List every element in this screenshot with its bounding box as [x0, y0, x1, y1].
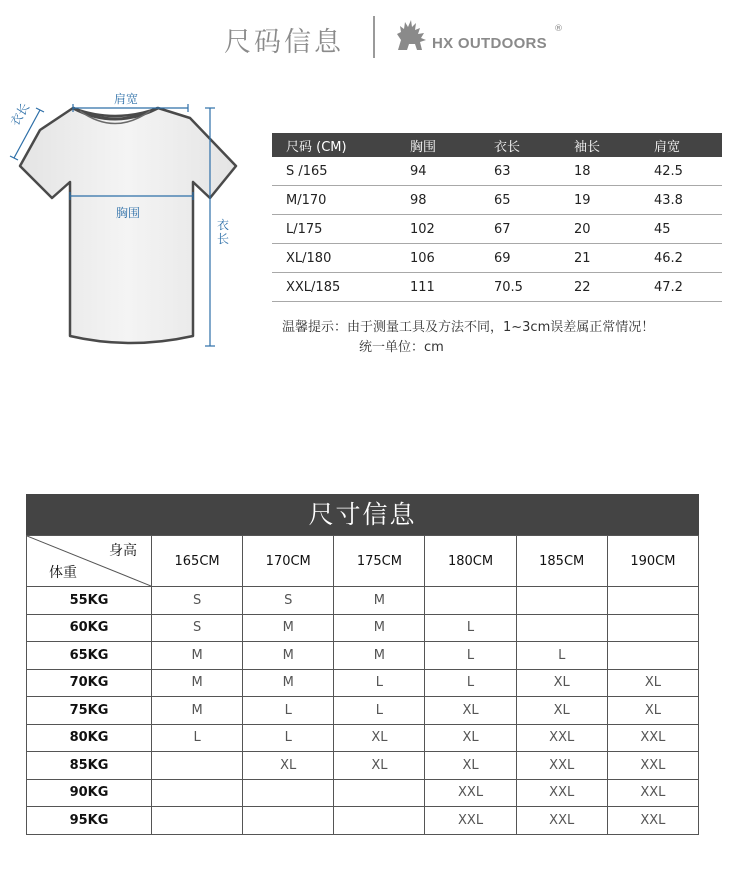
weight-cell: 80KG	[27, 724, 152, 752]
header-divider	[373, 16, 375, 58]
size-cell: M	[152, 697, 243, 725]
size-cell: XXL	[607, 779, 698, 807]
size-cell	[607, 587, 698, 615]
table-row	[27, 642, 699, 670]
size-cell: XXL	[516, 807, 607, 835]
label-shoulder-width: 肩宽	[114, 92, 139, 106]
header-chest: 胸围	[404, 133, 488, 157]
size-grid-title: 尺寸信息	[26, 494, 699, 535]
cell-chest: 106	[404, 244, 488, 273]
height-180: 180CM	[425, 536, 516, 587]
height-175: 175CM	[334, 536, 425, 587]
size-cell	[607, 614, 698, 642]
cell-size: XL/180	[272, 244, 404, 273]
brand-name: HX OUTDOORS	[432, 35, 547, 52]
cell-shoulder: 46.2	[648, 244, 722, 273]
height-165: 165CM	[152, 536, 243, 587]
brand-logo	[392, 14, 562, 58]
weight-cell: 70KG	[27, 669, 152, 697]
size-cell: M	[243, 669, 334, 697]
size-cell: XL	[425, 752, 516, 780]
size-cell	[334, 807, 425, 835]
cell-length: 67	[488, 215, 568, 244]
cell-sleeve: 19	[568, 186, 648, 215]
weight-cell: 75KG	[27, 697, 152, 725]
measurement-header-row	[272, 133, 722, 157]
cell-shoulder: 45	[648, 215, 722, 244]
size-cell: M	[243, 642, 334, 670]
page-title: 尺码信息	[224, 27, 344, 58]
header-shoulder: 肩宽	[648, 133, 722, 157]
weight-axis-label: 体重	[49, 565, 77, 581]
size-cell: L	[334, 669, 425, 697]
cell-length: 70.5	[488, 273, 568, 302]
cell-sleeve: 20	[568, 215, 648, 244]
cell-length: 65	[488, 186, 568, 215]
cell-shoulder: 42.5	[648, 157, 722, 186]
notice-line-2: 统一单位：cm	[359, 340, 444, 355]
size-cell	[516, 587, 607, 615]
size-cell: XL	[607, 669, 698, 697]
height-190: 190CM	[607, 536, 698, 587]
weight-cell: 65KG	[27, 642, 152, 670]
size-cell: L	[425, 614, 516, 642]
size-cell: XL	[516, 669, 607, 697]
cell-shoulder: 43.8	[648, 186, 722, 215]
table-row	[27, 724, 699, 752]
size-cell: XL	[243, 752, 334, 780]
size-cell: M	[334, 614, 425, 642]
size-cell	[516, 614, 607, 642]
size-cell: XXL	[607, 807, 698, 835]
size-cell: XXL	[516, 779, 607, 807]
size-cell: L	[334, 697, 425, 725]
size-cell: S	[243, 587, 334, 615]
size-cell	[607, 642, 698, 670]
table-row	[27, 807, 699, 835]
tshirt-diagram	[0, 78, 260, 378]
table-row	[27, 669, 699, 697]
header-size: 尺码 (CM)	[272, 133, 404, 157]
registered-mark: ®	[554, 24, 563, 34]
cell-length: 69	[488, 244, 568, 273]
table-row	[272, 186, 722, 215]
header-length: 衣长	[488, 133, 568, 157]
size-cell: XL	[425, 724, 516, 752]
table-row	[27, 697, 699, 725]
size-cell: XXL	[516, 752, 607, 780]
size-cell	[152, 752, 243, 780]
size-cell	[425, 587, 516, 615]
cell-chest: 102	[404, 215, 488, 244]
cell-chest: 94	[404, 157, 488, 186]
size-cell: L	[243, 697, 334, 725]
size-cell: L	[152, 724, 243, 752]
measurement-notice	[282, 318, 654, 358]
size-cell: XXL	[607, 752, 698, 780]
cell-chest: 98	[404, 186, 488, 215]
size-cell: M	[152, 642, 243, 670]
size-cell	[243, 807, 334, 835]
cell-sleeve: 22	[568, 273, 648, 302]
label-length: 衣长	[217, 218, 230, 246]
size-cell: XL	[334, 724, 425, 752]
table-row	[27, 614, 699, 642]
size-grid-table	[26, 535, 699, 835]
table-row	[27, 587, 699, 615]
table-row	[27, 779, 699, 807]
weight-cell: 55KG	[27, 587, 152, 615]
cell-sleeve: 18	[568, 157, 648, 186]
stag-logo-icon	[392, 14, 432, 54]
size-grid-header-row	[27, 536, 699, 587]
size-cell: M	[152, 669, 243, 697]
height-axis-label: 身高	[109, 543, 137, 559]
size-cell: XL	[516, 697, 607, 725]
weight-cell: 90KG	[27, 779, 152, 807]
size-cell: XL	[334, 752, 425, 780]
size-cell: L	[243, 724, 334, 752]
size-cell: XL	[425, 697, 516, 725]
size-cell: S	[152, 587, 243, 615]
size-cell: XXL	[425, 807, 516, 835]
size-cell: XXL	[425, 779, 516, 807]
size-cell: L	[516, 642, 607, 670]
size-cell	[152, 779, 243, 807]
size-cell: M	[334, 587, 425, 615]
header-sleeve: 袖长	[568, 133, 648, 157]
table-row	[27, 752, 699, 780]
cell-size: XXL/185	[272, 273, 404, 302]
size-cell: XXL	[607, 724, 698, 752]
size-cell	[152, 807, 243, 835]
table-row	[272, 244, 722, 273]
weight-cell: 85KG	[27, 752, 152, 780]
size-cell	[243, 779, 334, 807]
weight-cell: 95KG	[27, 807, 152, 835]
notice-line-1: 温馨提示：由于测量工具及方法不同，1~3cm误差属正常情况！	[282, 320, 655, 335]
cell-sleeve: 21	[568, 244, 648, 273]
cell-chest: 111	[404, 273, 488, 302]
table-row	[272, 215, 722, 244]
size-cell: L	[425, 642, 516, 670]
size-cell: S	[152, 614, 243, 642]
grid-corner-cell	[27, 536, 152, 587]
weight-cell: 60KG	[27, 614, 152, 642]
size-cell: M	[334, 642, 425, 670]
label-sleeve: 衣长	[7, 100, 33, 129]
height-170: 170CM	[243, 536, 334, 587]
size-cell: L	[425, 669, 516, 697]
size-cell: XXL	[516, 724, 607, 752]
height-185: 185CM	[516, 536, 607, 587]
label-chest: 胸围	[116, 206, 141, 220]
table-row	[272, 273, 722, 302]
size-cell: M	[243, 614, 334, 642]
cell-size: S /165	[272, 157, 404, 186]
cell-size: M/170	[272, 186, 404, 215]
size-cell: XL	[607, 697, 698, 725]
measurement-table	[272, 133, 722, 302]
cell-size: L/175	[272, 215, 404, 244]
cell-length: 63	[488, 157, 568, 186]
size-cell	[334, 779, 425, 807]
table-row	[272, 157, 722, 186]
cell-shoulder: 47.2	[648, 273, 722, 302]
